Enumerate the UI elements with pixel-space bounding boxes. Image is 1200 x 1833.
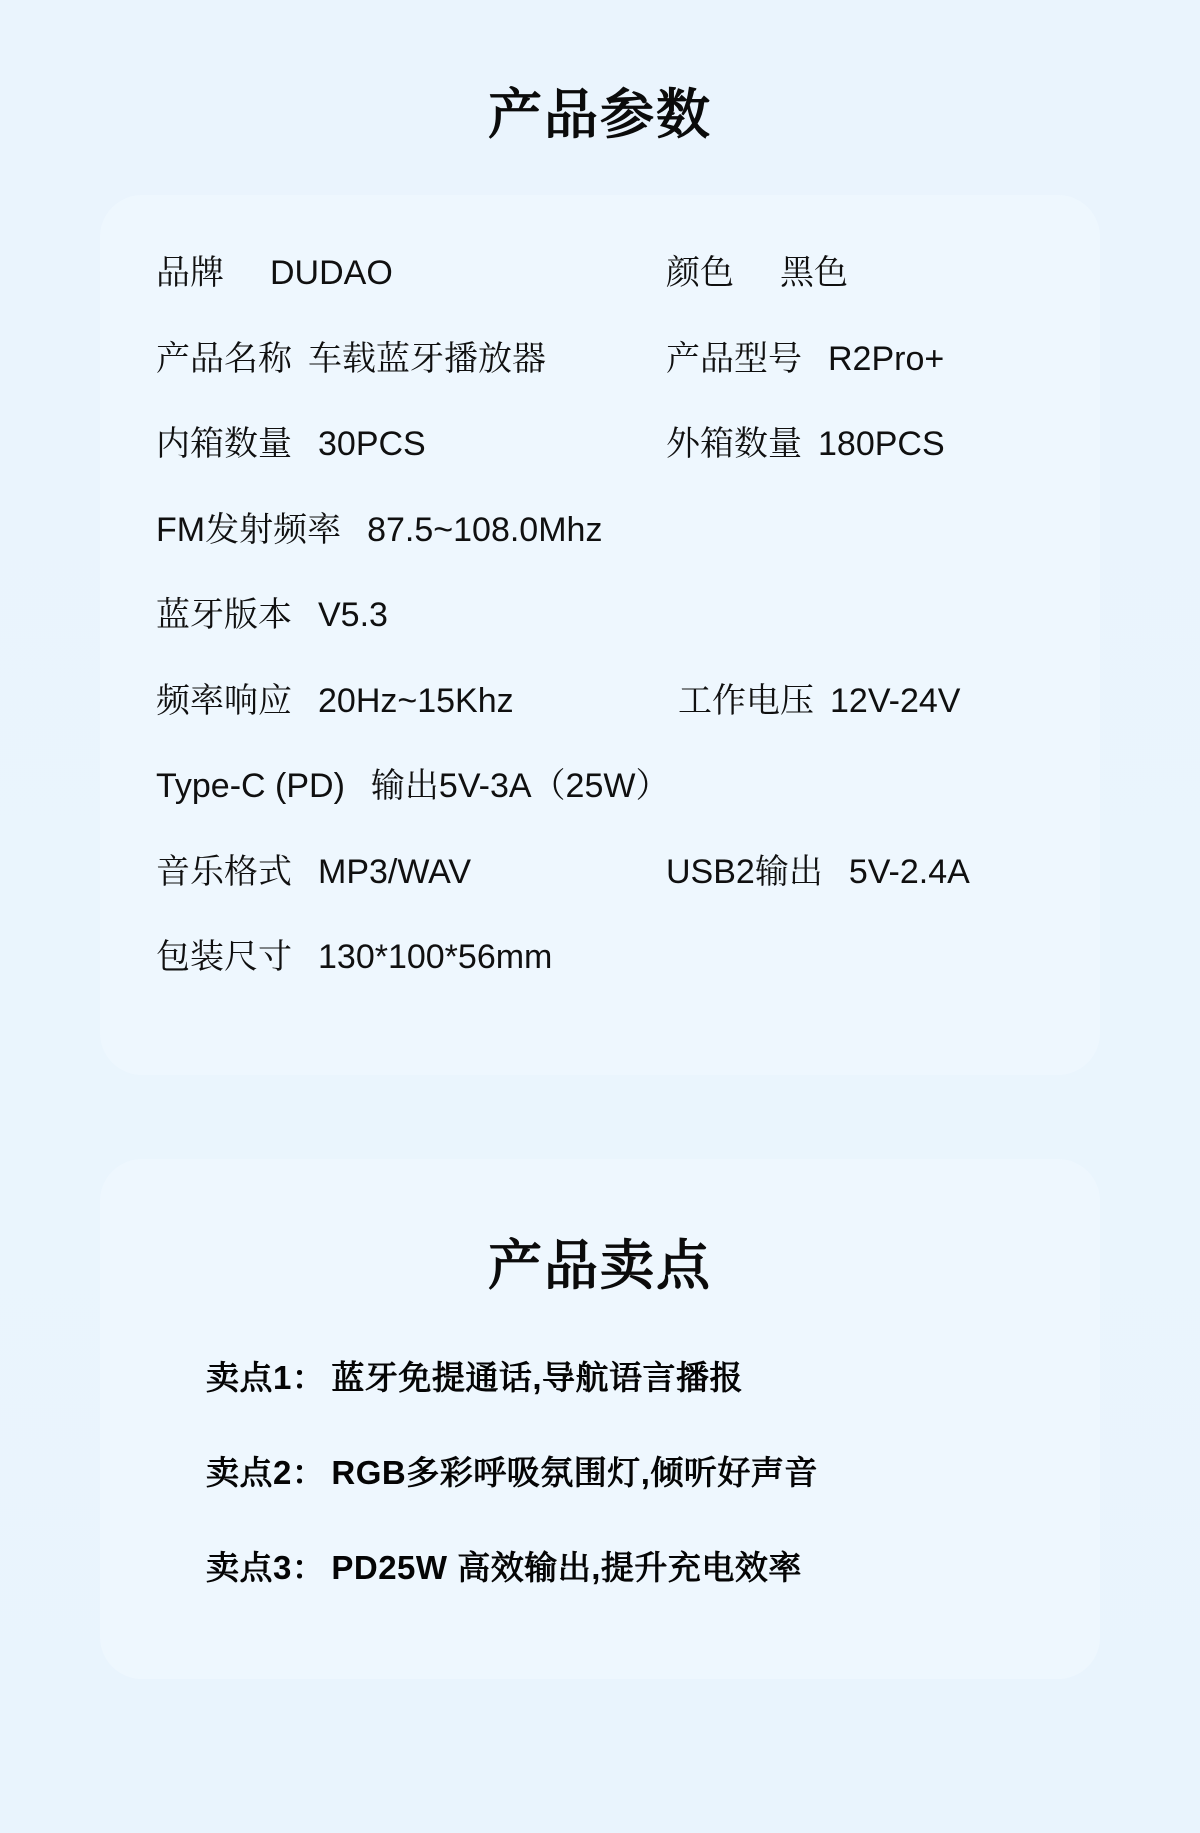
spec-value: 130*100*56mm — [318, 938, 553, 977]
spec-row — [156, 337, 1044, 383]
spec-row — [156, 593, 1044, 639]
spec-value: V5.3 — [318, 596, 388, 635]
spec-pair-color — [666, 251, 1044, 297]
spec-row — [156, 251, 1044, 297]
spec-label: 包装尺寸 — [156, 938, 292, 977]
spec-label: 内箱数量 — [156, 425, 292, 464]
spec-label: 外箱数量 — [666, 425, 802, 464]
spec-label: 频率响应 — [156, 681, 292, 720]
spec-value: 180PCS — [818, 425, 945, 464]
spec-label: 蓝牙版本 — [156, 596, 292, 635]
spec-label: 工作电压 — [678, 681, 814, 720]
spec-pair-type-c-pd — [156, 764, 1044, 810]
selling-point-item — [156, 1447, 1044, 1494]
spec-label: 产品名称 — [156, 339, 292, 378]
selling-point-item — [156, 1542, 1044, 1589]
spec-label: FM发射频率 — [156, 510, 342, 549]
selling-point-item — [156, 1352, 1044, 1399]
selling-point-key: 卖点2： — [206, 1454, 326, 1491]
spec-pair-package-size — [156, 935, 1044, 981]
selling-points-title: 产品卖点 — [488, 1236, 712, 1296]
spec-row — [156, 422, 1044, 468]
spec-label: 音乐格式 — [156, 852, 292, 891]
spec-pair-model — [666, 337, 1044, 383]
spec-row — [156, 935, 1044, 981]
spec-label: Type-C (PD) — [156, 767, 345, 806]
spec-pair-outer-box-qty — [666, 422, 1044, 468]
selling-point-text: 蓝牙免提通话,导航语言播报 — [331, 1359, 744, 1396]
spec-pair-brand — [156, 251, 666, 297]
selling-point-key: 卖点1： — [206, 1359, 326, 1396]
spec-pair-fm-frequency — [156, 508, 1044, 554]
spec-value: 12V-24V — [830, 681, 961, 720]
spec-label: 品牌 — [156, 254, 224, 292]
spec-pair-frequency-response — [156, 679, 666, 725]
spec-value: DUDAO — [270, 254, 393, 292]
spec-label: USB2输出 — [666, 852, 823, 891]
spec-value: 20Hz~15Khz — [318, 681, 514, 720]
selling-points-card — [100, 1159, 1100, 1679]
spec-value: R2Pro+ — [828, 339, 945, 378]
spec-pair-bluetooth-version — [156, 593, 1044, 639]
spec-pair-music-format — [156, 850, 666, 896]
spec-value: 车载蓝牙播放器 — [308, 339, 546, 378]
spec-value: 87.5~108.0Mhz — [367, 510, 603, 549]
spec-value: 输出5V-3A（25W） — [370, 767, 670, 806]
spec-row — [156, 850, 1044, 896]
selling-point-key: 卖点3： — [206, 1549, 326, 1586]
spec-value: MP3/WAV — [318, 852, 472, 891]
spec-label: 产品型号 — [666, 339, 802, 378]
selling-point-text: PD25W 高效输出,提升充电效率 — [331, 1549, 802, 1586]
spec-value: 5V-2.4A — [848, 852, 970, 891]
spec-value: 30PCS — [318, 425, 426, 464]
spec-pair-product-name — [156, 337, 666, 383]
spec-value: 黑色 — [780, 254, 848, 292]
spec-row — [156, 508, 1044, 554]
spec-row — [156, 764, 1044, 810]
spec-pair-working-voltage — [666, 679, 1044, 725]
page-title: 产品参数 — [488, 85, 712, 145]
selling-point-text: RGB多彩呼吸氛围灯,倾听好声音 — [331, 1454, 818, 1491]
specs-card — [100, 195, 1100, 1075]
spec-pair-inner-box-qty — [156, 422, 666, 468]
spec-label: 颜色 — [666, 254, 734, 292]
spec-row — [156, 679, 1044, 725]
spec-pair-usb2-output — [666, 850, 1044, 896]
